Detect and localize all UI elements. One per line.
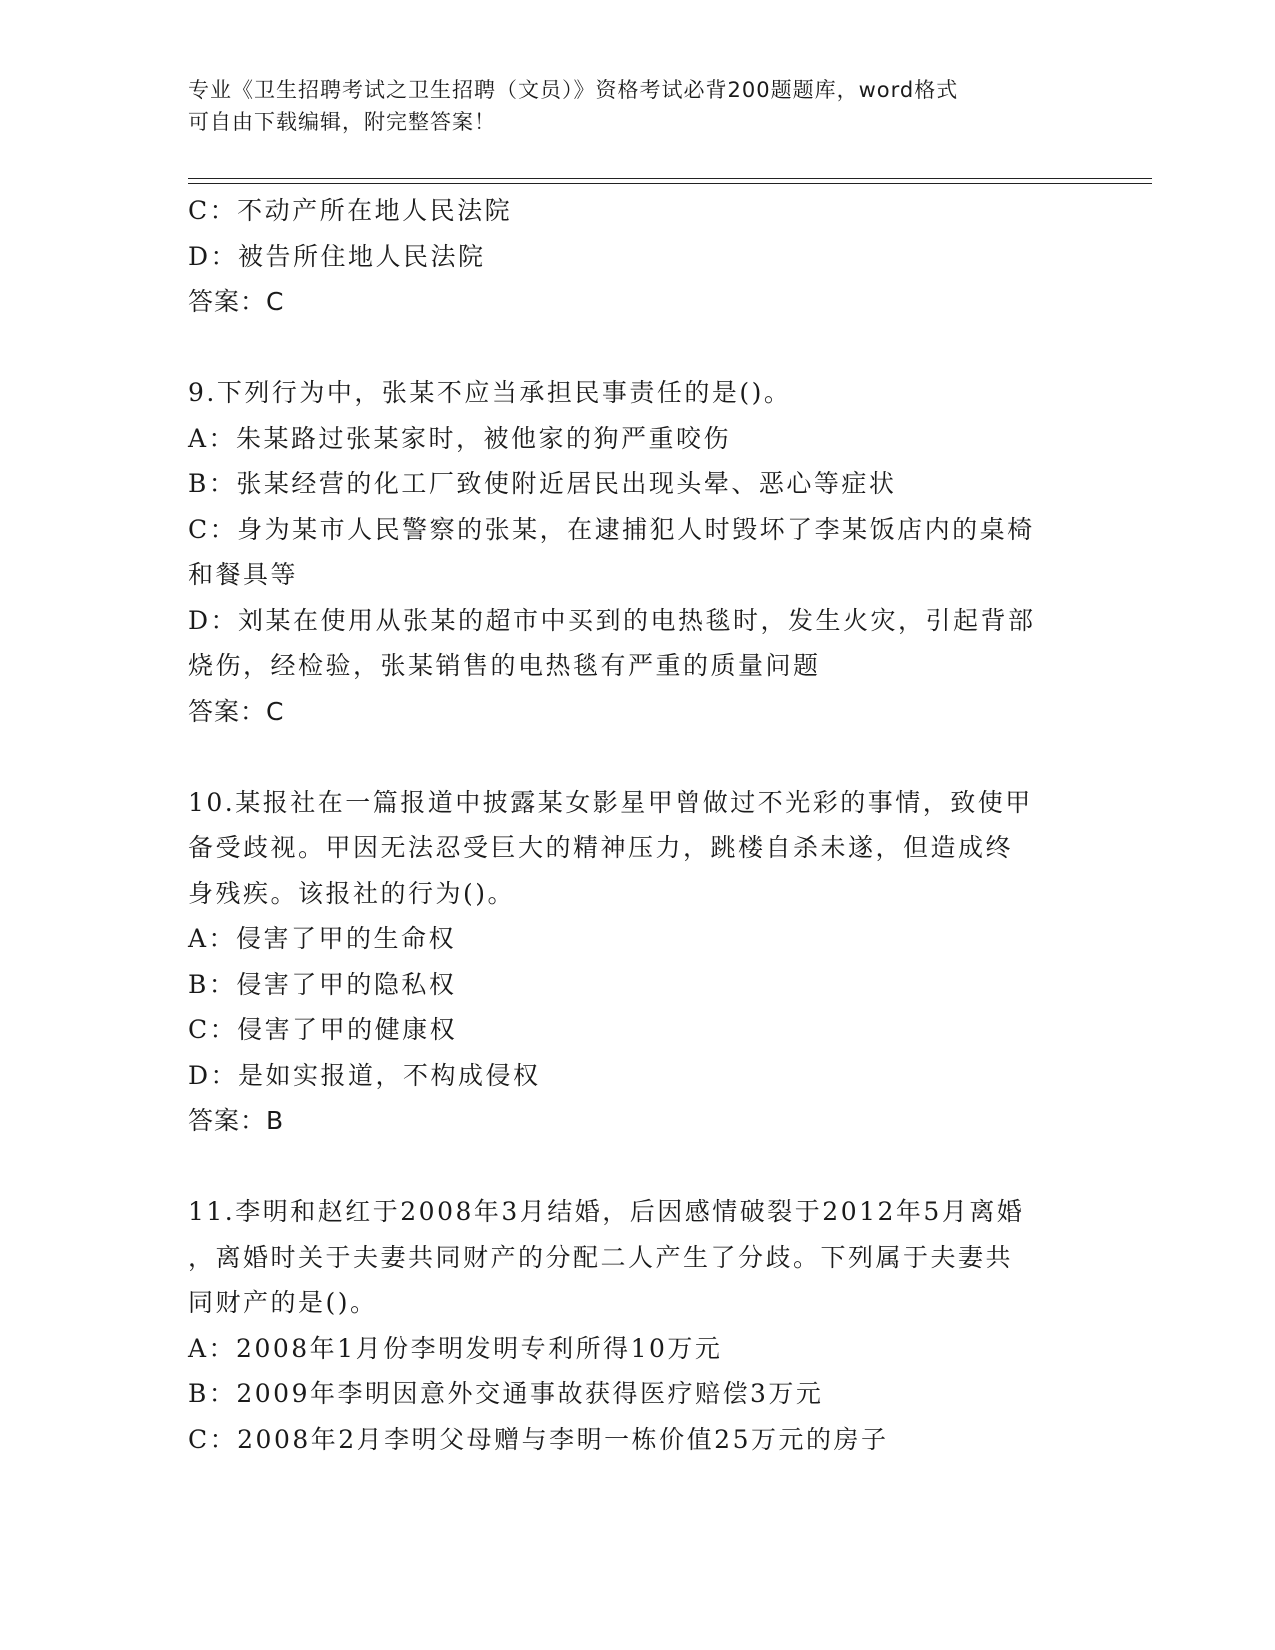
option-b: B：张某经营的化工厂致使附近居民出现头晕、恶心等症状 <box>188 469 897 498</box>
question-8-tail <box>188 188 1088 325</box>
header-line-2: 可自由下载编辑，附完整答案！ <box>188 110 496 134</box>
answer-line: 答案：C <box>188 696 285 726</box>
header-divider-top <box>188 178 1152 179</box>
question-stem: 10.某报社在一篇报道中披露某女影星甲曾做过不光彩的事情，致使甲 <box>188 787 1033 817</box>
option-c: C：身为某市人民警察的张某，在逮捕犯人时毁坏了李某饭店内的桌椅 <box>188 514 1035 544</box>
header-line-1: 专业《卫生招聘考试之卫生招聘（文员）》资格考试必背200题题库，word格式 <box>188 78 959 102</box>
spacer <box>188 1144 1088 1190</box>
question-stem: 9.下列行为中，张某不应当承担民事责任的是()。 <box>188 378 792 407</box>
question-stem: 11.李明和赵红于2008年3月结婚，后因感情破裂于2012年5月离婚 <box>188 1197 1025 1226</box>
question-stem-continued: ，离婚时关于夫妻共同财产的分配二人产生了分歧。下列属于夫妻共 <box>188 1242 1014 1272</box>
option-b: B：侵害了甲的隐私权 <box>188 969 457 999</box>
header-divider-bottom <box>188 183 1152 184</box>
option-b: B：2009年李明因意外交通事故获得医疗赔偿3万元 <box>188 1379 824 1408</box>
option-d: D：是如实报道，不构成侵权 <box>188 1060 541 1090</box>
answer-line: 答案：C <box>188 287 285 316</box>
page-header <box>188 74 1088 138</box>
answer-line: 答案：B <box>188 1106 285 1135</box>
option-d-continued: 烧伤，经检验，张某销售的电热毯有严重的质量问题 <box>188 651 821 680</box>
question-stem-continued: 同财产的是()。 <box>188 1288 378 1317</box>
question-stem-continued: 身残疾。该报社的行为()。 <box>188 878 516 908</box>
document-body <box>188 188 1088 1462</box>
option-d: D：刘某在使用从张某的超市中买到的电热毯时，发生火灾，引起背部 <box>188 605 1036 635</box>
spacer <box>188 734 1088 780</box>
option-a: A：2008年1月份李明发明专利所得10万元 <box>188 1333 723 1363</box>
option-c: C：不动产所在地人民法院 <box>188 196 513 225</box>
option-a: A：朱某路过张某家时，被他家的狗严重咬伤 <box>188 423 732 453</box>
question-10 <box>188 780 1088 1144</box>
spacer <box>188 325 1088 371</box>
option-c-continued: 和餐具等 <box>188 560 299 589</box>
option-a: A：侵害了甲的生命权 <box>188 924 457 953</box>
question-stem-continued: 备受歧视。甲因无法忍受巨大的精神压力，跳楼自杀未遂，但造成终 <box>188 833 1014 862</box>
option-c: C：侵害了甲的健康权 <box>188 1015 458 1044</box>
question-9 <box>188 370 1088 734</box>
option-c: C：2008年2月李明父母赠与李明一栋价值25万元的房子 <box>188 1424 889 1454</box>
question-11 <box>188 1189 1088 1462</box>
option-d: D：被告所住地人民法院 <box>188 241 486 271</box>
